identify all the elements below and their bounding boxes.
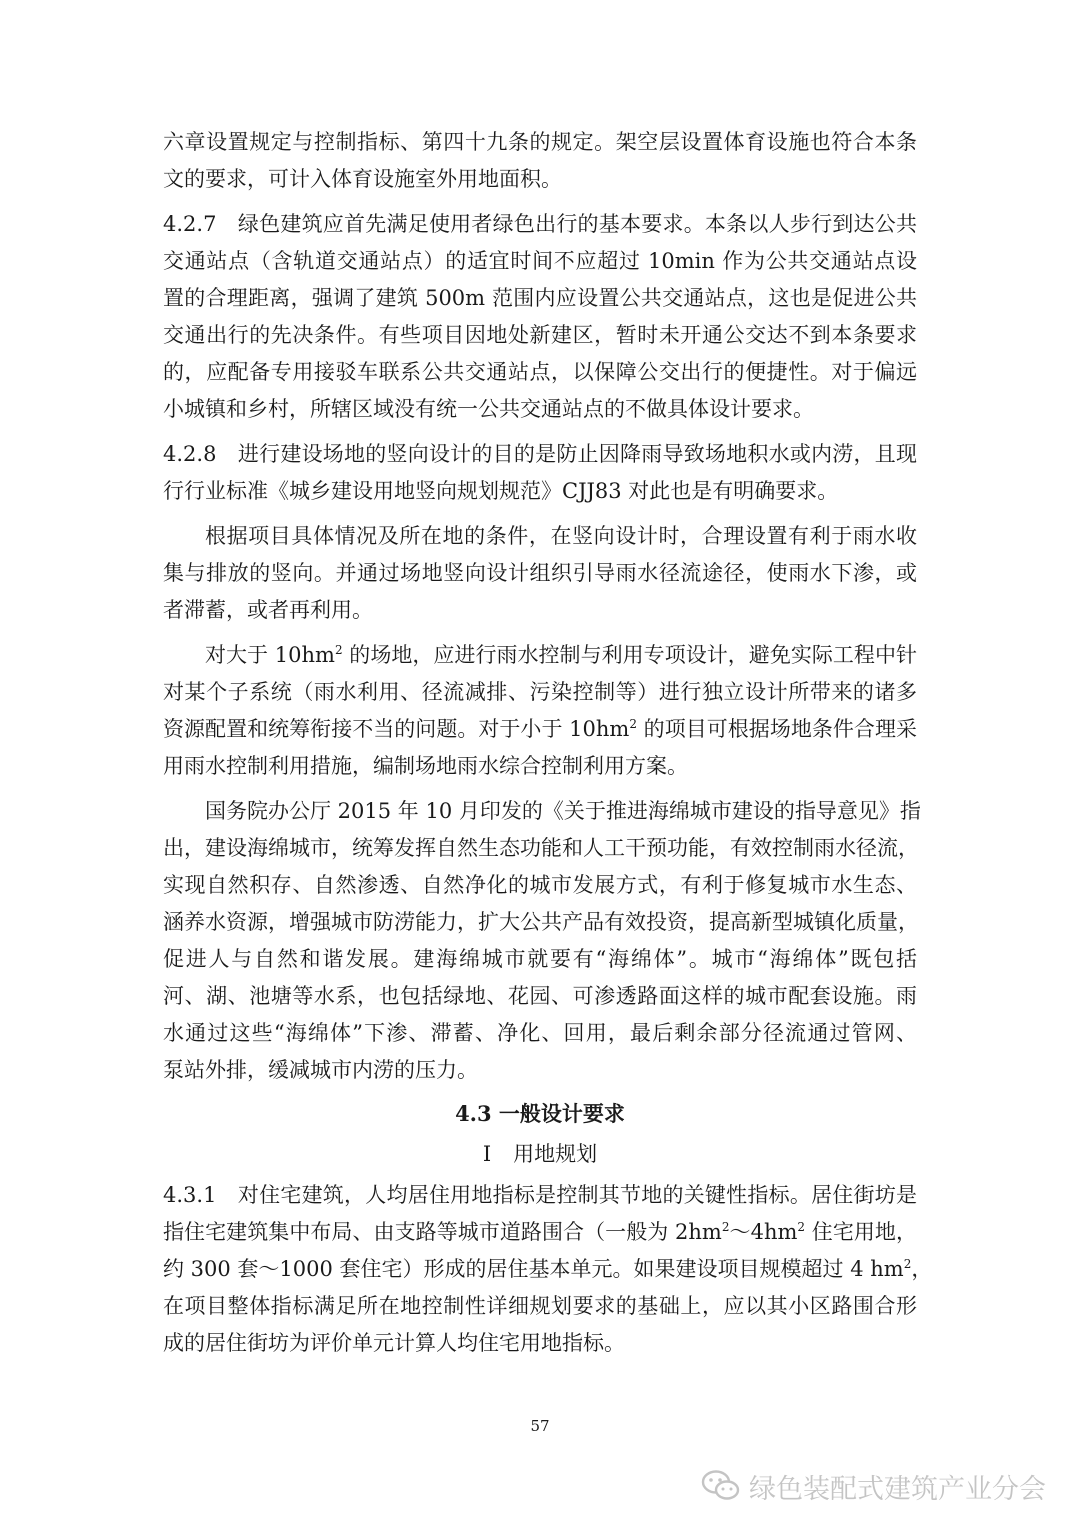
text-line: 集与排放的竖向。并通过场地竖向设计组织引导雨水径流途径，使雨水下渗，或	[163, 561, 917, 585]
text-line: 资源配置和统筹衔接不当的问题。对于小于 $10hm^2$ 的项目可根据场地条件合理采	[163, 717, 917, 741]
paragraph-clause-4-3-1	[163, 1177, 933, 1362]
watermark	[701, 1466, 1046, 1506]
text-line: 小城镇和乡村，所辖区域没有统一公共交通站点的不做具体设计要求。	[163, 397, 814, 421]
superscript-2: 2	[797, 1220, 806, 1234]
superscript-2: 2	[721, 1220, 730, 1234]
watermark-text: 绿色装配式建筑产业分会	[749, 1473, 1046, 1505]
text-line: 根据项目具体情况及所在地的条件，在竖向设计时，合理设置有利于雨水收	[205, 524, 917, 548]
paragraph	[163, 518, 917, 629]
text-line: 河、湖、池塘等水系，也包括绿地、花园、可渗透路面这样的城市配套设施。雨	[163, 984, 917, 1008]
text-line: 促进人与自然和谐发展。建海绵城市就要有“海绵体”。城市“海绵体”既包括	[163, 947, 917, 971]
paragraph-clause-4-2-8	[163, 436, 917, 510]
text-line: 国务院办公厅 2015 年 10 月印发的《关于推进海绵城市建设的指导意见》指	[205, 799, 921, 823]
text-line: 实现自然积存、自然渗透、自然净化的城市发展方式，有利于修复城市水生态、	[163, 873, 917, 897]
text-line: 4.2.8 进行建设场地的竖向设计的目的是防止因降雨导致场地积水或内涝，且现	[163, 442, 917, 466]
text-line: 涵养水资源，增强城市防涝能力，扩大公共产品有效投资，提高新型城镇化质量，	[163, 910, 919, 934]
subsection-number: I	[482, 1142, 492, 1166]
paragraph	[163, 793, 921, 1089]
wechat-icon	[701, 1469, 741, 1503]
paragraph-clause-4-2-7	[163, 206, 917, 428]
text-line: 约 300 套～1000 套住宅）形成的居住基本单元。如果建设项目规模超过 4 $hm^2$，	[163, 1257, 933, 1281]
text-line: 泵站外排，缓减城市内涝的压力。	[163, 1058, 478, 1082]
section-heading: 4.3 一般设计要求	[455, 1101, 625, 1126]
page-body	[163, 124, 933, 1362]
text-line: 文的要求，可计入体育设施室外用地面积。	[163, 167, 562, 191]
page-number: 57	[530, 1417, 550, 1435]
text-line: 4.2.7 绿色建筑应首先满足使用者绿色出行的基本要求。本条以人步行到达公共	[163, 212, 917, 236]
text-line: 在项目整体指标满足所在地控制性详细规划要求的基础上，应以其小区路围合形	[163, 1294, 917, 1318]
text-line: 置的合理距离，强调了建筑 500m 范围内应设置公共交通站点，这也是促进公共	[163, 286, 917, 310]
subsection-title: 用地规划	[513, 1142, 598, 1166]
text-line: 对大于 $10hm^2$ 的场地，应进行雨水控制与利用专项设计，避免实际工程中针	[205, 643, 917, 667]
paragraph	[163, 637, 917, 785]
text-line: 交通出行的先决条件。有些项目因地处新建区，暂时未开通公交达不到本条要求	[163, 323, 917, 347]
text-line: 的，应配备专用接驳车联系公共交通站点，以保障公交出行的便捷性。对于偏远	[163, 360, 917, 384]
superscript-2: 2	[334, 643, 343, 657]
text-line: 者滞蓄，或者再利用。	[163, 598, 373, 622]
paragraph	[163, 124, 917, 198]
text-line: 对某个子系统（雨水利用、径流减排、污染控制等）进行独立设计所带来的诸多	[163, 680, 917, 704]
text-line: 水通过这些“海绵体”下渗、滞蓄、净化、回用，最后剩余部分径流通过管网、	[163, 1021, 917, 1045]
superscript-2: 2	[903, 1257, 912, 1271]
text-line: 用雨水控制利用措施，编制场地雨水综合控制利用方案。	[163, 754, 688, 778]
text-line: 出，建设海绵城市，统筹发挥自然生态功能和人工干预功能，有效控制雨水径流，	[163, 836, 919, 860]
text-line: 六章设置规定与控制指标、第四十九条的规定。架空层设置体育设施也符合本条	[163, 130, 917, 154]
superscript-2: 2	[629, 717, 637, 731]
text-line: 交通站点（含轨道交通站点）的适宜时间不应超过 10min 作为公共交通站点设	[163, 249, 917, 273]
text-line: 成的居住街坊为评价单元计算人均住宅用地指标。	[163, 1331, 625, 1355]
text-line: 4.3.1 对住宅建筑，人均居住用地指标是控制其节地的关键性指标。居住街坊是	[163, 1183, 917, 1207]
subsection-heading	[163, 1136, 917, 1173]
text-line: 行行业标准《城乡建设用地竖向规划规范》CJJ83 对此也是有明确要求。	[163, 479, 839, 503]
text-line: 指住宅建筑集中布局、由支路等城市道路围合（一般为 $2hm^2\sim 4hm^2$ 住宅用地，	[163, 1220, 917, 1244]
